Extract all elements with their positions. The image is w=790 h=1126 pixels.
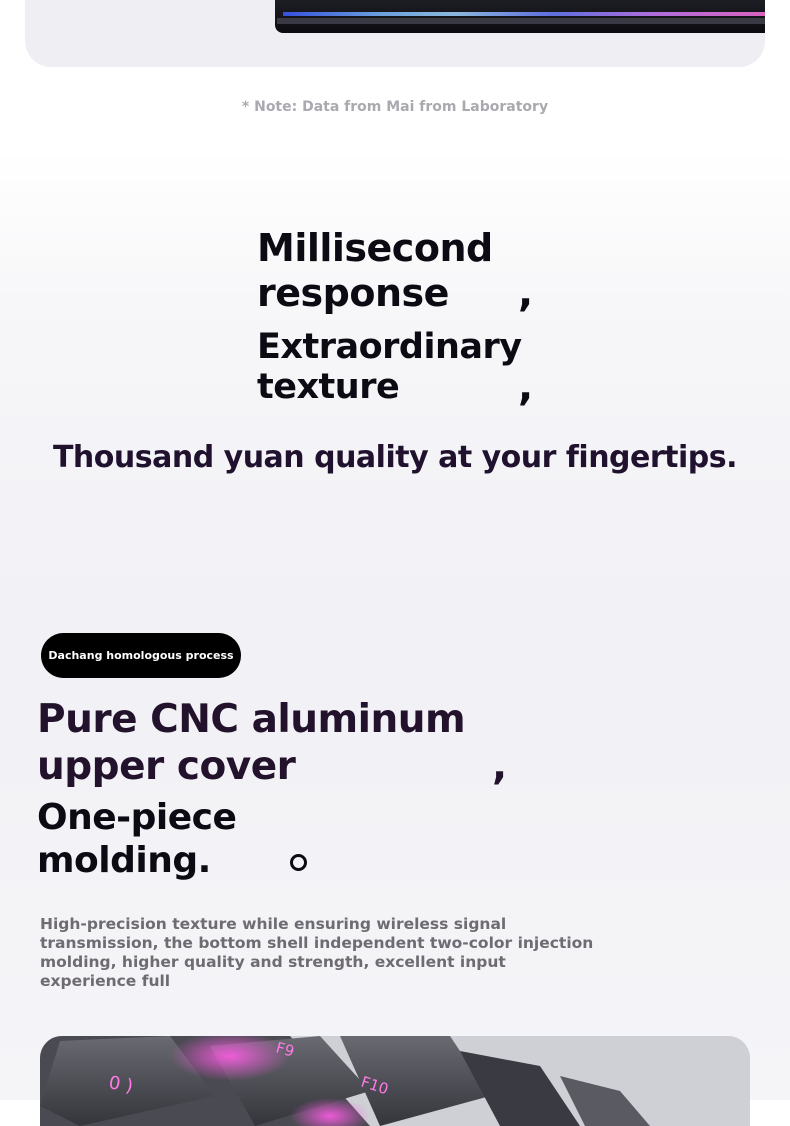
feature-title: Pure CNC aluminum upper cover: [37, 697, 466, 789]
feature-description: High-precision texture while ensuring wireless signal transmission, the bottom shell independent two-color injection molding, higher quality and strength, excellent input experience full: [40, 915, 594, 990]
keyboard-edge-image: [275, 0, 765, 33]
keyboard-rim: [277, 18, 765, 24]
feature-title-comma: ,: [492, 743, 508, 789]
process-badge: Dachang homologous process: [41, 633, 241, 678]
headline-texture: Extraordinary texture: [257, 327, 522, 407]
rgb-light-strip: [283, 12, 765, 16]
lab-data-note: * Note: Data from Mai from Laboratory: [241, 99, 549, 115]
period-circle-mark: [290, 854, 307, 871]
key-label-0: 0 ): [107, 1072, 135, 1098]
keyboard-photo-card-top: [25, 0, 765, 67]
headline-response: Millisecond response: [257, 226, 493, 315]
headline-comma-1: ,: [518, 270, 534, 316]
feature-subtitle: One-piece molding.: [37, 797, 237, 881]
tagline: Thousand yuan quality at your fingertips.: [52, 440, 738, 475]
keyboard-keycaps-image: [40, 1036, 750, 1126]
keyboard-photo-card-bottom: [40, 1036, 750, 1126]
headline-comma-2: ,: [518, 364, 534, 410]
key-label-f10: F10: [358, 1072, 391, 1099]
key-label-f9: F9: [273, 1038, 297, 1061]
